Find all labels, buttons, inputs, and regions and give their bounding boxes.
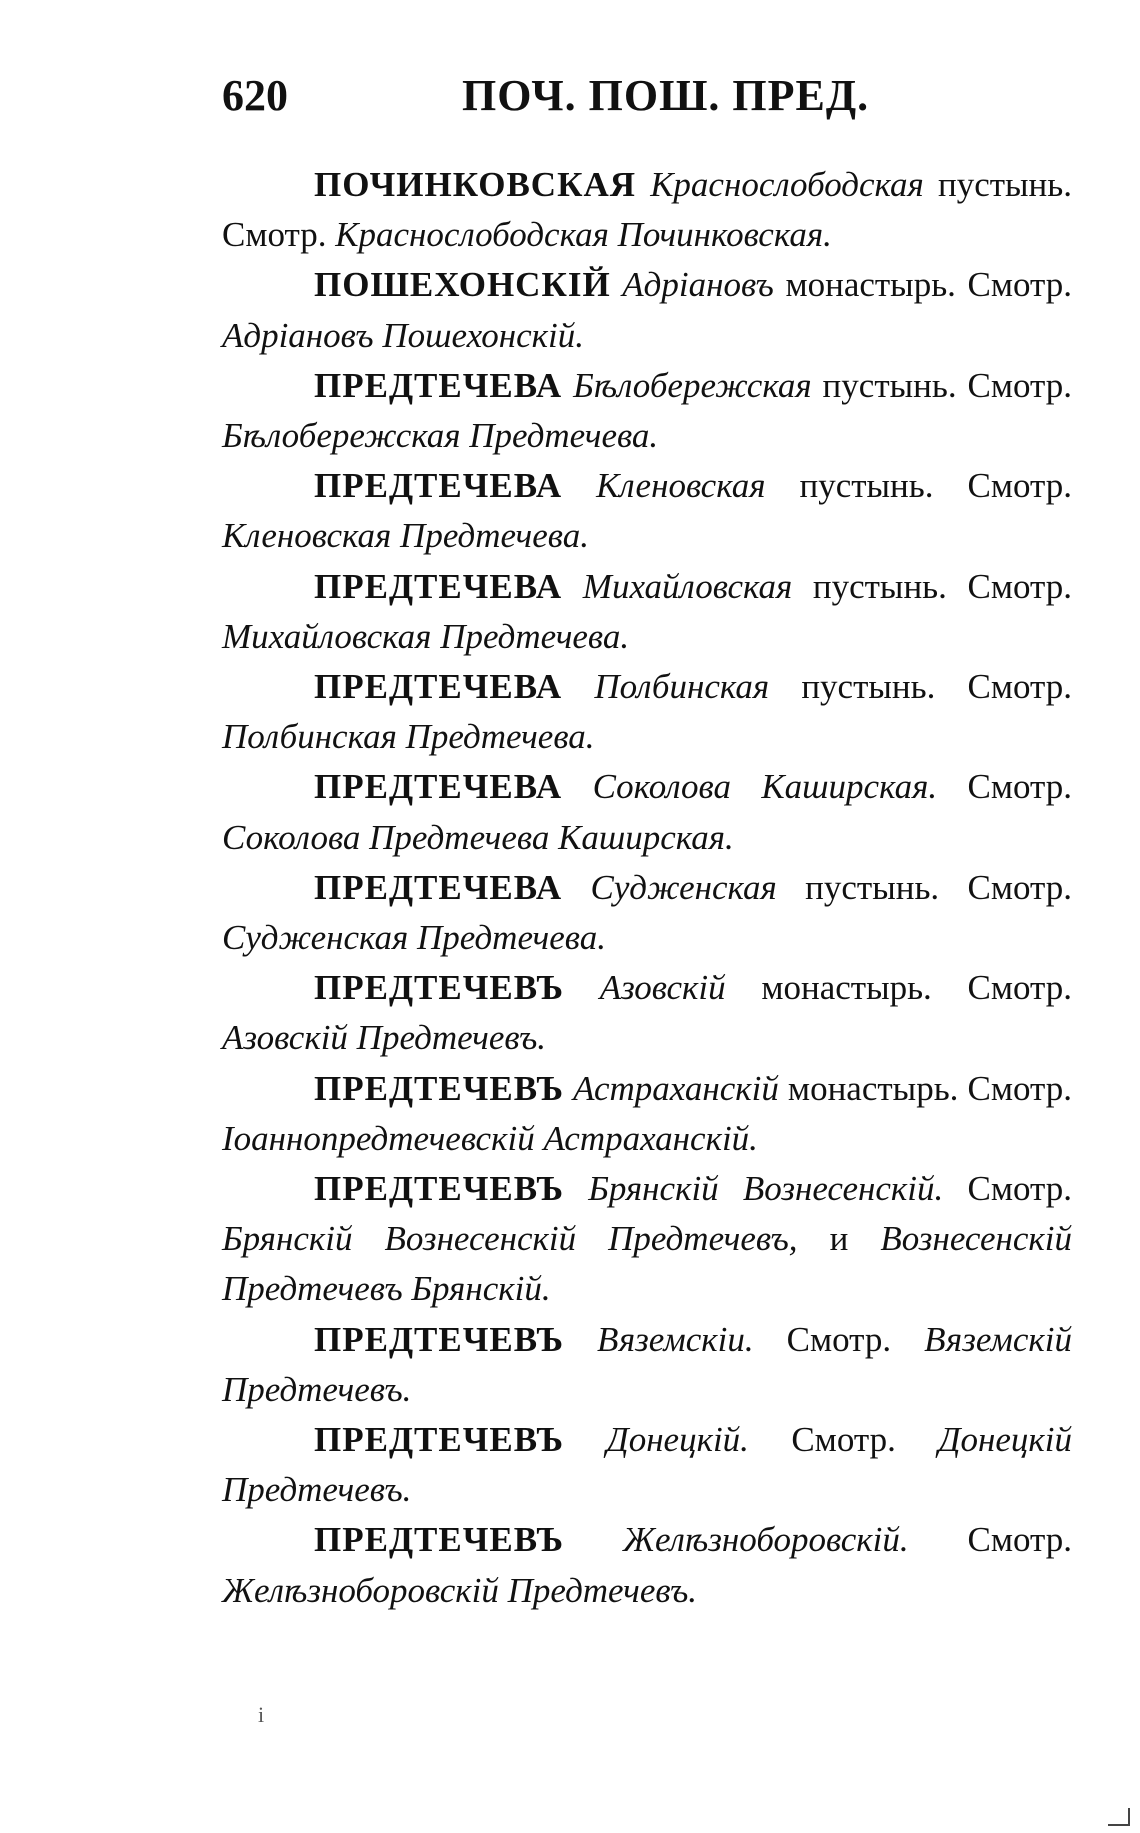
cross-reference-title: Кленовская [596,466,766,506]
entry-text: монастырь. Смотр. [773,265,1073,305]
entry-text [564,1520,623,1559]
entry-headword: ПРЕДТЕЧЕВЪ [314,968,565,1008]
entry-text: Смотр. [943,1169,1072,1209]
entry-text [564,968,600,1007]
entry-headword: ПРЕДТЕЧЕВА [314,466,563,506]
cross-reference-title: Донецкій. [606,1420,749,1460]
entry-headword: ПОШЕХОНСКІЙ [314,265,611,305]
cross-reference-title: Бѣлобережская Предтечева. [222,416,659,456]
entry-text: пустынь. Смотр. [222,165,1072,255]
entry-headword: ПРЕДТЕЧЕВА [314,867,563,907]
entry-text: пустынь. Смотр. [811,365,1073,405]
dictionary-entries [222,160,1072,1616]
dictionary-entry [222,1315,1072,1415]
dictionary-entry [222,260,1072,360]
entry-headword: ПРЕДТЕЧЕВЪ [314,1169,565,1209]
cross-reference-title: Михайловская [582,566,793,606]
dictionary-entry [222,662,1072,762]
cross-reference-title: Вознесенскій Предтечевъ Брянскій. [222,1219,1073,1309]
page-header [222,70,1062,130]
entry-text [562,868,590,907]
cross-reference-title: Соколова Предтечева Каширская. [222,817,734,857]
entry-text [564,1069,573,1108]
entry-headword: ПОЧИНКОВСКАЯ [314,165,636,204]
cross-reference-title: Вяземскій Предтечевъ. [222,1319,1072,1409]
entry-text [564,1320,597,1359]
entry-text: Смотр. [937,767,1072,807]
entry-headword: ПРЕДТЕЧЕВА [314,767,563,807]
entry-headword: ПРЕДТЕЧЕВА [314,365,563,405]
entry-text: пустынь. Смотр. [792,566,1073,606]
entry-text [562,366,573,405]
cross-reference-title: Соколова Каширская. [592,767,938,807]
dictionary-entry [222,762,1072,862]
dictionary-entry [222,562,1072,662]
entry-text: Смотр. [753,1319,925,1359]
cross-reference-title: Вяземскіи. [597,1319,754,1359]
dictionary-entry [222,963,1072,1063]
entry-text: пустынь. Смотр. [765,466,1072,506]
entry-text [611,265,623,304]
cross-reference-title: Донецкій Предтечевъ. [222,1420,1072,1510]
cross-reference-title: Азовскій Предтечевъ. [222,1018,547,1058]
entry-text: пустынь. Смотр. [769,667,1072,707]
entry-headword: ПРЕДТЕЧЕВЪ [314,1520,565,1560]
cross-reference-title: Желѣзноборовскій. [622,1520,909,1560]
cross-reference-title: Михайловская Предтечева. [222,616,630,656]
entry-text: и [797,1219,881,1259]
entry-text [636,165,650,204]
dictionary-entry [222,160,1072,260]
entry-text [564,1169,588,1208]
cross-reference-title: Желѣзноборовскій Предтечевъ. [222,1570,698,1610]
cross-reference-title: Азовскій [599,968,726,1008]
dictionary-entry [222,1164,1072,1315]
entry-text [562,567,583,606]
cross-reference-title: Судженская [590,867,777,907]
dictionary-entry [222,1415,1072,1515]
entry-text [562,767,592,806]
cross-reference-title: Судженская Предтечева. [222,918,606,958]
cross-reference-title: Полбинская Предтечева. [222,717,595,757]
running-head: ПОЧ. ПОШ. ПРЕД. [462,71,870,120]
entry-text [562,466,596,505]
stray-mark: i [258,1702,265,1727]
cross-reference-title: Брянскій Вознесенскій Предтечевъ, [222,1219,798,1259]
entry-headword: ПРЕДТЕЧЕВА [314,566,563,606]
dictionary-entry [222,461,1072,561]
cross-reference-title: Кленовская Предтечева. [222,516,589,556]
cross-reference-title: Краснослободская Починковская. [335,215,832,255]
page-number: 620 [222,71,288,120]
dictionary-entry [222,1515,1072,1615]
entry-text [564,1420,606,1459]
cross-reference-title: Брянскій Вознесенскій. [588,1169,944,1209]
cross-reference-title: Адріановъ Пошехонскій. [222,315,584,355]
entry-headword: ПРЕДТЕЧЕВА [314,667,563,707]
dictionary-entry [222,863,1072,963]
cross-reference-title: Краснослободская [650,165,924,204]
dictionary-entry [222,1064,1072,1164]
entry-text: пустынь. Смотр. [776,867,1072,907]
entry-text: монастырь. Смотр. [778,1068,1072,1108]
entry-text: монастырь. Смотр. [725,968,1072,1008]
entry-headword: ПРЕДТЕЧЕВЪ [314,1068,565,1108]
cross-reference-title: Астраханскій [573,1068,779,1108]
cross-reference-title: Полбинская [594,667,770,707]
dictionary-entry [222,361,1072,461]
entry-text [562,667,594,706]
entry-headword: ПРЕДТЕЧЕВЪ [314,1319,565,1359]
cross-reference-title: Адріановъ [622,265,774,305]
entry-text: Смотр. [908,1520,1072,1560]
entry-text: Смотр. [748,1420,939,1460]
cross-reference-title: Іоаннопредтечевскій Астраханскій. [222,1118,758,1158]
corner-crop-mark [1108,1808,1130,1826]
cross-reference-title: Бѣлобережская [573,365,812,405]
entry-headword: ПРЕДТЕЧЕВЪ [314,1420,565,1460]
